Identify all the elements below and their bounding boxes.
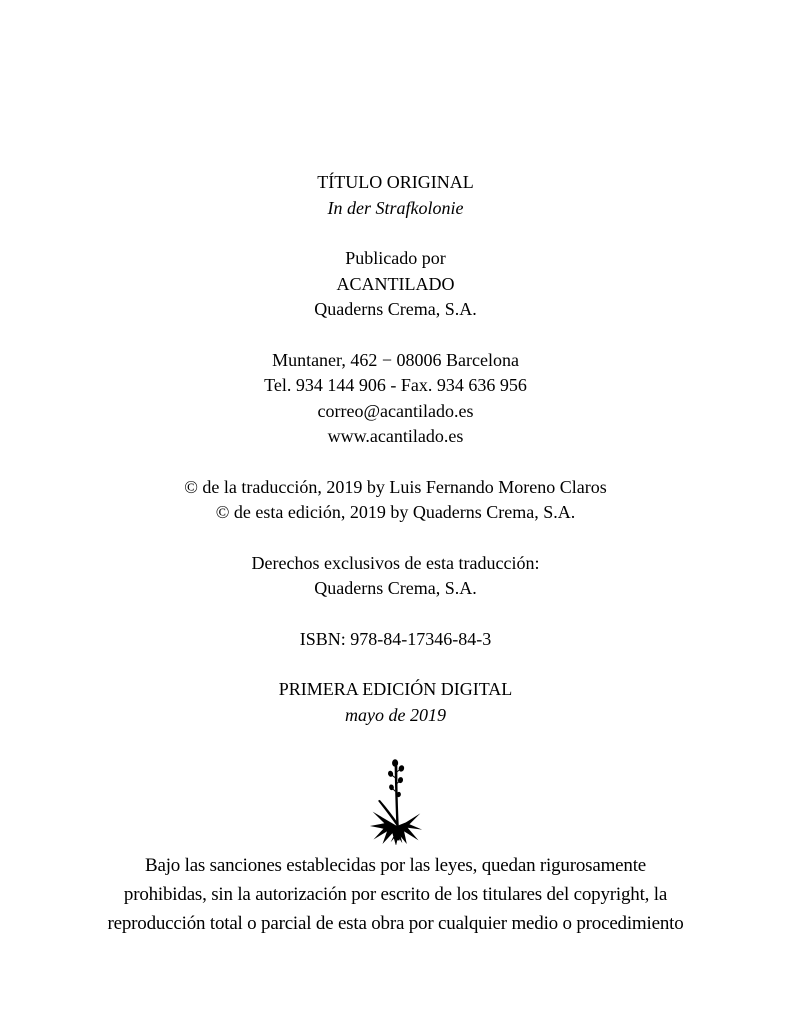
rights-holder: Quaderns Crema, S.A. — [314, 578, 477, 598]
legal-notice — [0, 851, 791, 938]
publisher-block — [0, 246, 791, 323]
original-title: In der Strafkolonie — [327, 197, 464, 218]
edition-date: mayo de 2019 — [345, 704, 446, 725]
original-title-block — [0, 170, 791, 221]
plant-ornament-icon — [369, 753, 423, 845]
edition-label: PRIMERA EDICIÓN DIGITAL — [278, 679, 513, 699]
published-by-label: Publicado por — [345, 248, 446, 268]
rights-block — [0, 551, 791, 602]
isbn: ISBN: 978-84-17346-84-3 — [299, 628, 492, 649]
copyright-block — [0, 475, 791, 526]
publisher-name: ACANTILADO — [336, 273, 455, 294]
publisher-email: correo@acantilado.es — [317, 400, 474, 421]
legal-line-1: Bajo las sanciones establecidas por las leyes, quedan rigurosamente — [144, 855, 647, 876]
edition-block — [0, 677, 791, 728]
legal-line-2: prohibidas, sin la autorización por escrito de los titulares del copyright, la — [123, 884, 668, 905]
publisher-address: Muntaner, 462 − 08006 Barcelona — [272, 349, 519, 370]
publisher-company: Quaderns Crema, S.A. — [314, 299, 477, 319]
copyright-translation: © de la traducción, 2019 by Luis Fernando Moreno Claros — [184, 476, 607, 497]
publisher-website: www.acantilado.es — [327, 426, 464, 446]
copyright-edition: © de esta edición, 2019 by Quaderns Crema, S.A. — [215, 502, 576, 522]
publisher-phone-fax: Tel. 934 144 906 - Fax. 934 636 956 — [264, 375, 527, 395]
original-title-label: TÍTULO ORIGINAL — [317, 172, 474, 192]
publisher-logo — [0, 753, 791, 845]
contact-block — [0, 348, 791, 450]
isbn-block — [0, 627, 791, 653]
rights-statement: Derechos exclusivos de esta traducción: — [251, 552, 540, 573]
legal-line-3: reproducción total o parcial de esta obra por cualquier medio o procedimiento — [107, 913, 684, 934]
